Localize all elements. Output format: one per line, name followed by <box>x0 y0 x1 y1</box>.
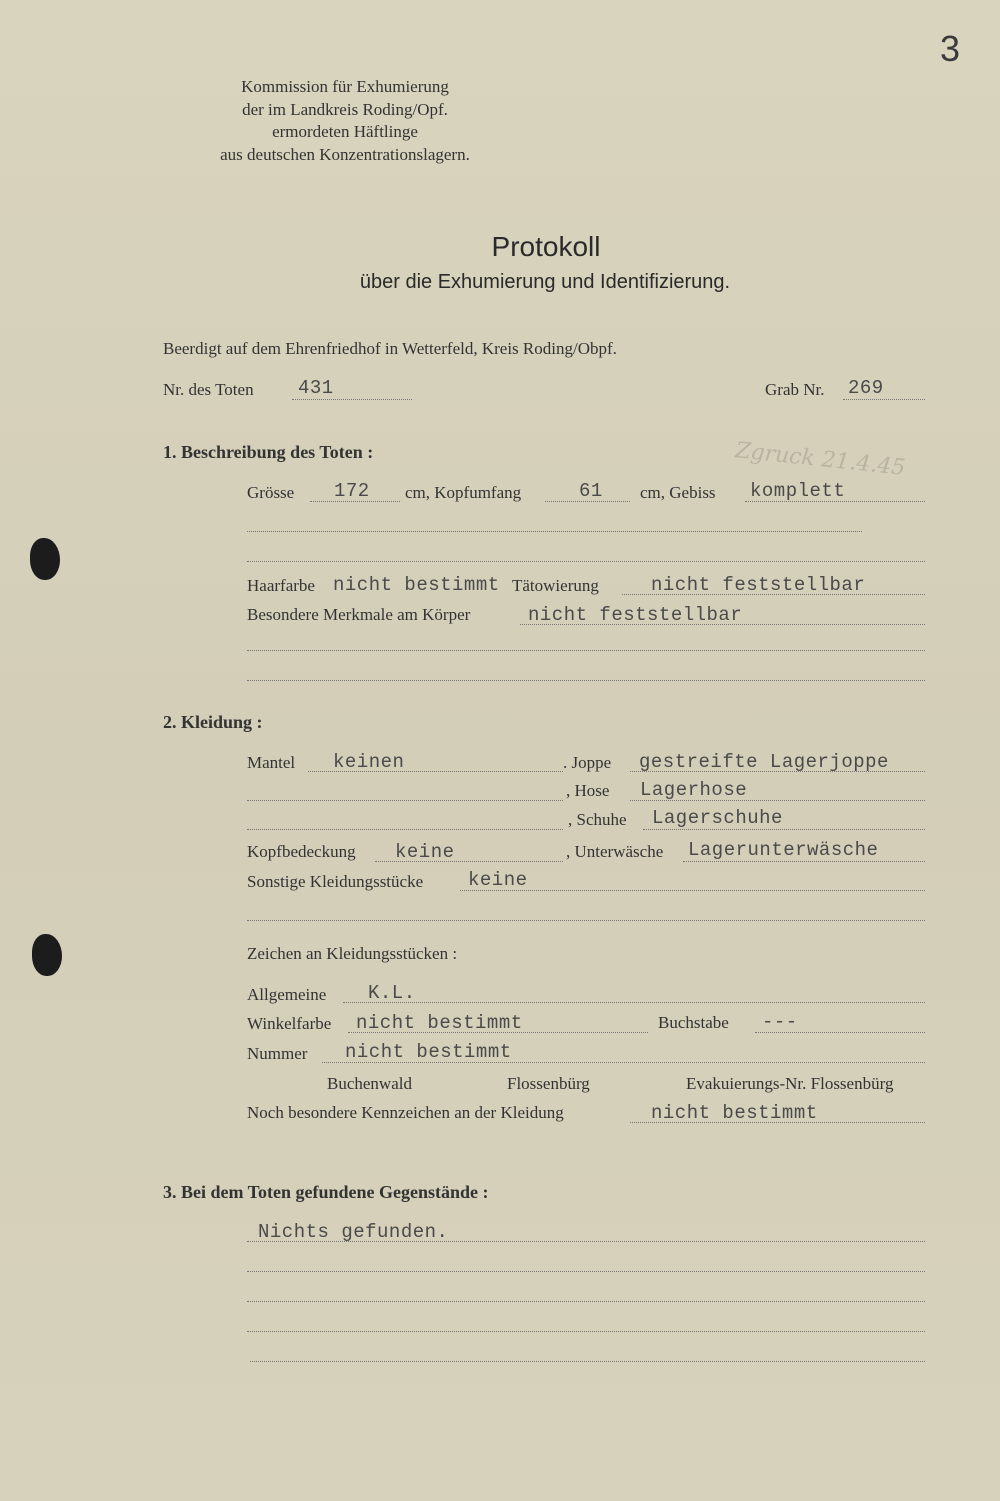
shoes-label: , Schuhe <box>568 810 627 829</box>
underwear-value: Lagerunterwäsche <box>688 839 879 861</box>
other-clothing-line <box>460 890 925 891</box>
shoes-value: Lagerschuhe <box>652 807 783 829</box>
blank-line <box>250 1361 925 1362</box>
commission-header <box>170 76 520 166</box>
grave-number-value: 269 <box>848 377 884 399</box>
header-line-1: Kommission für Exhumierung <box>241 77 449 96</box>
body-marks-label: Besondere Merkmale am Körper <box>247 605 471 624</box>
teeth-label: cm, Gebiss <box>640 483 716 502</box>
letter-label: Buchstabe <box>658 1013 729 1032</box>
grave-number-line <box>843 399 925 400</box>
triangle-color-value: nicht bestimmt <box>356 1012 523 1034</box>
head-circumference-label: cm, Kopfumfang <box>405 483 522 502</box>
blank-line <box>247 800 563 801</box>
blank-line <box>247 561 925 562</box>
jacket-label: . Joppe <box>563 753 612 772</box>
page-number: 3 <box>940 28 961 69</box>
general-marks-label: Allgemeine <box>247 985 327 1004</box>
column-buchenwald: Buchenwald <box>327 1074 412 1093</box>
special-marks-label: Noch besondere Kennzeichen an der Kleidung <box>247 1103 564 1122</box>
shoes-line <box>643 829 925 830</box>
blank-line <box>247 680 925 681</box>
dead-number-line <box>292 399 412 400</box>
number-label: Nummer <box>247 1044 308 1063</box>
coat-value: keinen <box>333 751 405 773</box>
header-line-2: der im Landkreis Roding/Opf. <box>242 99 448 119</box>
blank-line <box>247 1271 925 1272</box>
teeth-value: komplett <box>750 480 846 502</box>
triangle-color-label: Winkelfarbe <box>247 1014 332 1033</box>
blank-line <box>247 650 925 651</box>
column-evacuation-number: Evakuierungs-Nr. Flossenbürg <box>686 1074 894 1093</box>
clothing-marks-heading: Zeichen an Kleidungsstücken : <box>247 944 458 963</box>
general-marks-line <box>343 1002 925 1003</box>
hair-color-label: Haarfarbe <box>247 576 315 595</box>
section-2-heading: 2. Kleidung : <box>163 712 263 732</box>
body-marks-value: nicht feststellbar <box>528 604 743 626</box>
header-line-4: aus deutschen Konzentrationslagern. <box>220 144 470 164</box>
punch-hole-top <box>30 538 60 580</box>
blank-line <box>247 1301 925 1302</box>
blank-line <box>247 829 563 830</box>
document-subtitle: über die Exhumierung und Identifizierung. <box>359 271 731 293</box>
hair-color-value: nicht bestimmt <box>333 574 500 596</box>
dead-number-label: Nr. des Toten <box>163 380 254 399</box>
jacket-value: gestreifte Lagerjoppe <box>639 751 889 773</box>
section-1-heading: 1. Beschreibung des Toten : <box>163 442 374 462</box>
headwear-label: Kopfbedeckung <box>247 842 356 861</box>
header-line-3: ermordeten Häftlinge <box>272 122 418 141</box>
trousers-label: , Hose <box>566 781 610 800</box>
section-3-heading: 3. Bei dem Toten gefundene Gegenstände : <box>163 1182 489 1202</box>
headwear-value: keine <box>395 841 455 863</box>
size-label: Grösse <box>247 483 295 502</box>
head-circumference-value: 61 <box>579 480 603 502</box>
handwritten-annotation: Zgruck 21.4.45 <box>734 438 907 481</box>
document-title: Protokoll <box>491 231 601 262</box>
coat-label: Mantel <box>247 753 296 772</box>
column-flossenbuerg: Flossenbürg <box>507 1074 590 1093</box>
dead-number-value: 431 <box>298 377 334 399</box>
size-value: 172 <box>334 480 370 502</box>
punch-hole-bottom <box>32 934 62 976</box>
tattoo-value: nicht feststellbar <box>651 574 866 596</box>
blank-line <box>247 1331 925 1332</box>
number-value: nicht bestimmt <box>345 1041 512 1063</box>
trousers-value: Lagerhose <box>640 779 748 801</box>
items-found-value: Nichts gefunden. <box>258 1221 449 1243</box>
underwear-label: , Unterwäsche <box>566 842 664 861</box>
other-clothing-value: keine <box>468 869 528 891</box>
blank-line <box>247 531 862 532</box>
general-marks-value: K.L. <box>368 982 416 1004</box>
other-clothing-label: Sonstige Kleidungsstücke <box>247 872 424 891</box>
grave-number-label: Grab Nr. <box>765 380 825 399</box>
blank-line <box>247 920 925 921</box>
burial-location: Beerdigt auf dem Ehrenfriedhof in Wetterfeld, Kreis Roding/Obpf. <box>163 339 617 358</box>
special-marks-value: nicht bestimmt <box>651 1102 818 1124</box>
letter-value: --- <box>762 1011 798 1033</box>
underwear-line <box>683 861 925 862</box>
tattoo-label: Tätowierung <box>512 576 599 595</box>
